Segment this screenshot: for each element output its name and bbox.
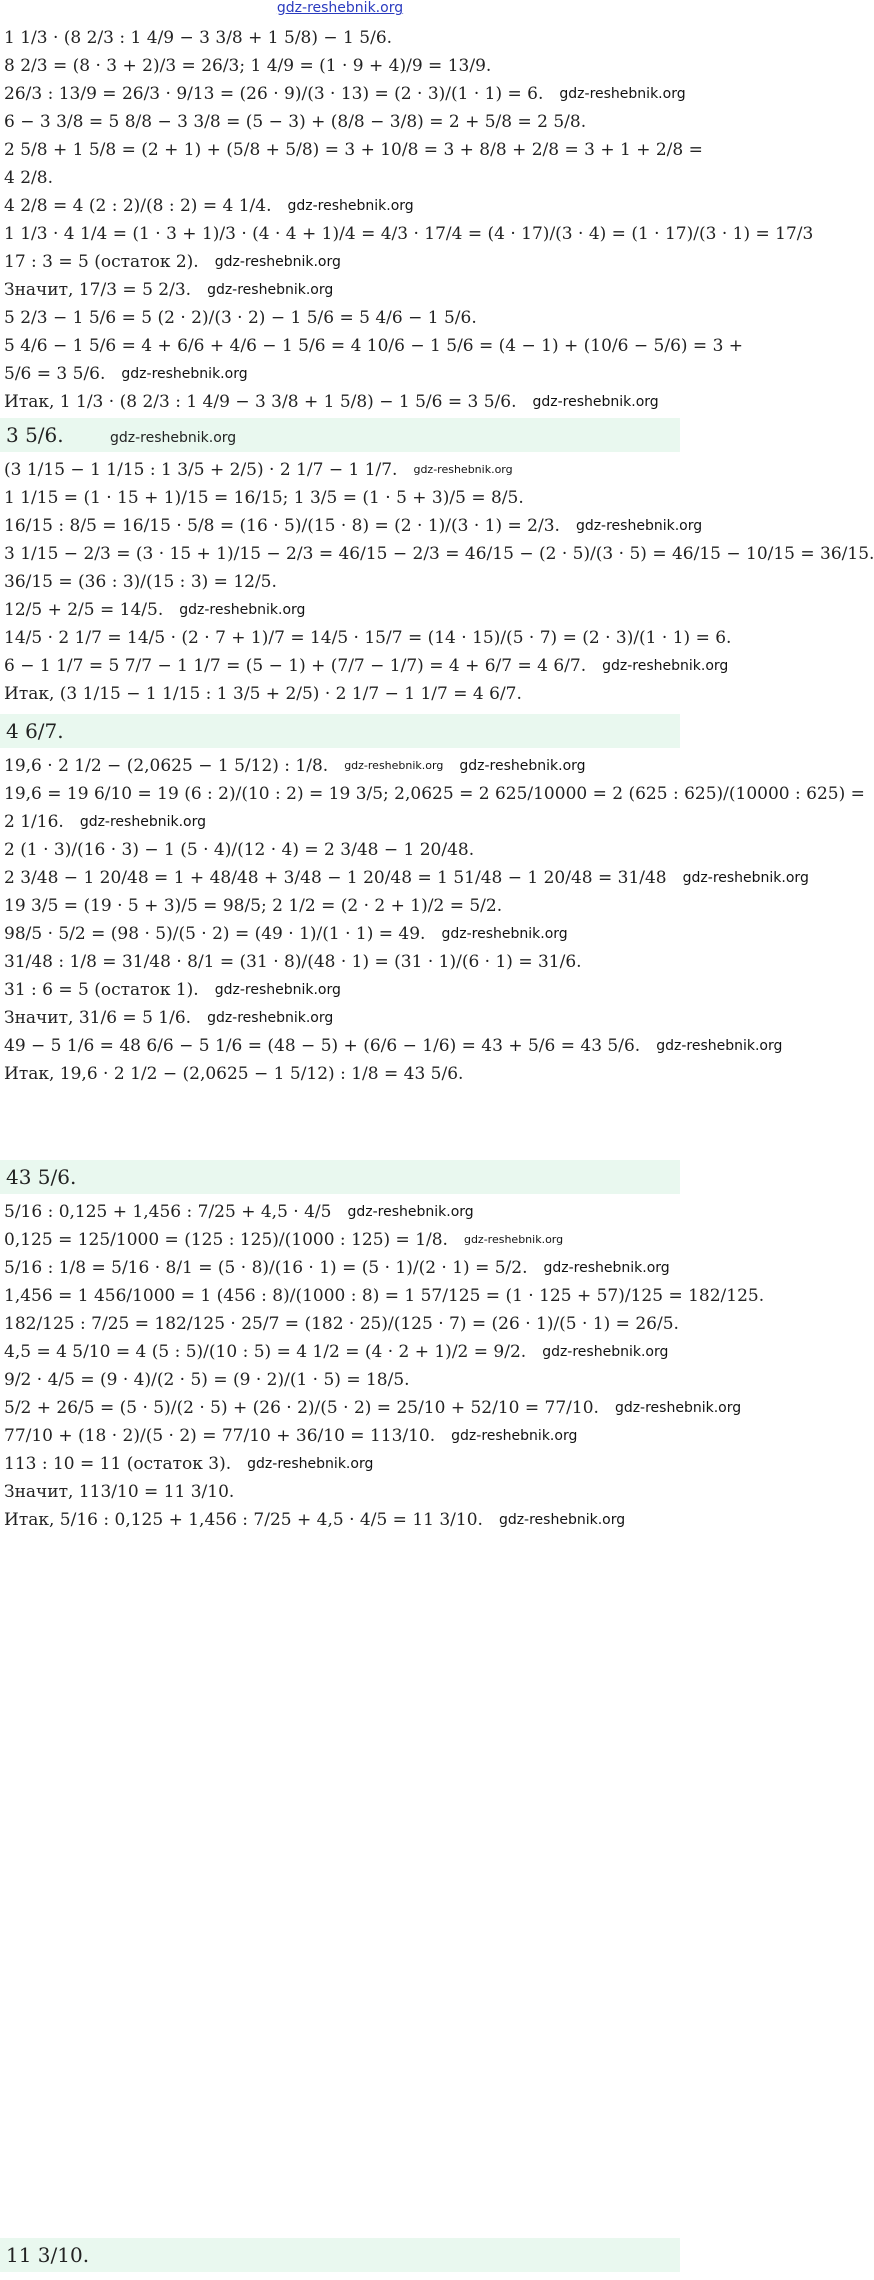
watermark: gdz-reshebnik.org: [413, 463, 513, 476]
watermark: gdz-reshebnik.org: [543, 1260, 670, 1276]
watermark: gdz-reshebnik.org: [214, 254, 341, 270]
solution-line: 77/10 + (18 · 2)/(5 · 2) = 77/10 + 36/10 = 113/10. gdz-reshebnik.org: [4, 1426, 578, 1446]
solution-line: 19 3/5 = (19 · 5 + 3)/5 = 98/5; 2 1/2 = (2 · 2 + 1)/2 = 5/2.: [4, 896, 503, 916]
solution-line: Итак, (3 1/15 − 1 1/15 : 1 3/5 + 2/5) · 2 1/7 − 1 1/7 = 4 6/7.: [4, 684, 522, 704]
solution-line: 2 1/16. gdz-reshebnik.org: [4, 812, 206, 832]
solution-line: 1 1/3 · (8 2/3 : 1 4/9 − 3 3/8 + 1 5/8) − 1 5/6.: [4, 28, 393, 48]
solution-block-1: [4, 24, 814, 416]
solution-line: 1,456 = 1 456/1000 = 1 (456 : 8)/(1000 : 8) = 1 57/125 = (1 · 125 + 57)/125 = 182/125.: [4, 1286, 765, 1306]
solution-line: 5 2/3 − 1 5/6 = 5 (2 · 2)/(3 · 2) − 1 5/6 = 5 4/6 − 1 5/6.: [4, 308, 477, 328]
watermark: gdz-reshebnik.org: [682, 870, 809, 886]
solution-line: 14/5 · 2 1/7 = 14/5 · (2 · 7 + 1)/7 = 14/5 · 15/7 = (14 · 15)/(5 · 7) = (2 · 3)/(1 · 1) = 6.: [4, 628, 732, 648]
solution-block-4: [4, 1198, 765, 1534]
solution-line: Значит, 17/3 = 5 2/3. gdz-reshebnik.org: [4, 280, 334, 300]
watermark: gdz-reshebnik.org: [463, 1233, 564, 1246]
solution-line: 98/5 · 5/2 = (98 · 5)/(5 · 2) = (49 · 1)/(1 · 1) = 49. gdz-reshebnik.org: [4, 924, 568, 944]
solution-line: 113 : 10 = 11 (остаток 3). gdz-reshebnik.org: [4, 1454, 374, 1474]
watermark: gdz-reshebnik.org: [602, 658, 729, 674]
answer-value: 3 5/6.: [6, 423, 64, 447]
solution-line: 4 2/8 = 4 (2 : 2)/(8 : 2) = 4 1/4. gdz-reshebnik.org: [4, 196, 414, 216]
solution-line: 31 : 6 = 5 (остаток 1). gdz-reshebnik.org: [4, 980, 341, 1000]
solution-line: 6 − 1 1/7 = 5 7/7 − 1 1/7 = (5 − 1) + (7/7 − 1/7) = 4 + 6/7 = 4 6/7. gdz-reshebnik.org: [4, 656, 729, 676]
watermark: gdz-reshebnik.org: [247, 1456, 374, 1472]
solution-line: Итак, 5/16 : 0,125 + 1,456 : 7/25 + 4,5 · 4/5 = 11 3/10. gdz-reshebnik.org: [4, 1510, 626, 1530]
solution-line: 5/16 : 0,125 + 1,456 : 7/25 + 4,5 · 4/5 gdz-reshebnik.org: [4, 1202, 474, 1222]
solution-line: 182/125 : 7/25 = 182/125 · 25/7 = (182 · 25)/(125 · 7) = (26 · 1)/(5 · 1) = 26/5.: [4, 1314, 679, 1334]
solution-line: 5/2 + 26/5 = (5 · 5)/(2 · 5) + (26 · 2)/(5 · 2) = 25/10 + 52/10 = 77/10. gdz-reshebnik.org: [4, 1398, 742, 1418]
answer-box-2: [0, 714, 680, 748]
solution-line: 2 5/8 + 1 5/8 = (2 + 1) + (5/8 + 5/8) = 3 + 10/8 = 3 + 8/8 + 2/8 = 3 + 1 + 2/8 =: [4, 140, 703, 160]
solution-line: 9/2 · 4/5 = (9 · 4)/(2 · 5) = (9 · 2)/(1 · 5) = 18/5.: [4, 1370, 410, 1390]
solution-line: 1 1/15 = (1 · 15 + 1)/15 = 16/15; 1 3/5 = (1 · 5 + 3)/5 = 8/5.: [4, 488, 524, 508]
watermark: gdz-reshebnik.org: [614, 1400, 742, 1416]
solution-line: 4,5 = 4 5/10 = 4 (5 : 5)/(10 : 5) = 4 1/2 = (4 · 2 + 1)/2 = 9/2. gdz-reshebnik.org: [4, 1342, 669, 1362]
solution-line: 31/48 : 1/8 = 31/48 · 8/1 = (31 · 8)/(48 · 1) = (31 · 1)/(6 · 1) = 31/6.: [4, 952, 582, 972]
watermark: gdz-reshebnik.org: [347, 1204, 474, 1220]
solution-line: 2 3/48 − 1 20/48 = 1 + 48/48 + 3/48 − 1 20/48 = 1 51/48 − 1 20/48 = 31/48 gdz-reshebnik.org: [4, 868, 809, 888]
answer-value: 43 5/6.: [6, 1165, 77, 1189]
solution-line: 17 : 3 = 5 (остаток 2). gdz-reshebnik.org: [4, 252, 341, 272]
answer-box-1: [0, 418, 680, 452]
watermark: gdz-reshebnik.org: [451, 1428, 578, 1444]
solution-line: 5/6 = 3 5/6. gdz-reshebnik.org: [4, 364, 248, 384]
solution-line: 8 2/3 = (8 · 3 + 2)/3 = 26/3; 1 4/9 = (1 · 9 + 4)/9 = 13/9.: [4, 56, 492, 76]
answer-value: 4 6/7.: [6, 719, 64, 743]
solution-block-2: [4, 456, 874, 708]
answer-value: 11 3/10.: [6, 2243, 90, 2267]
watermark: gdz-reshebnik.org: [542, 1344, 669, 1360]
watermark: gdz-reshebnik.org: [441, 926, 568, 942]
watermark: gdz-reshebnik.org: [287, 198, 414, 214]
watermark: gdz-reshebnik.org: [121, 366, 248, 382]
solution-line: Значит, 31/6 = 5 1/6. gdz-reshebnik.org: [4, 1008, 334, 1028]
watermark: gdz-reshebnik.org: [559, 86, 686, 102]
solution-line: 26/3 : 13/9 = 26/3 · 9/13 = (26 · 9)/(3 · 13) = (2 · 3)/(1 · 1) = 6. gdz-reshebnik.org: [4, 84, 686, 104]
solution-line: Итак, 1 1/3 · (8 2/3 : 1 4/9 − 3 3/8 + 1 5/8) − 1 5/6 = 3 5/6. gdz-reshebnik.org: [4, 392, 659, 412]
solution-line: Итак, 19,6 · 2 1/2 − (2,0625 − 1 5/12) : 1/8 = 43 5/6.: [4, 1064, 464, 1084]
solution-line: 0,125 = 125/1000 = (125 : 125)/(1000 : 125) = 1/8. gdz-reshebnik.org: [4, 1230, 564, 1250]
solution-line: (3 1/15 − 1 1/15 : 1 3/5 + 2/5) · 2 1/7 − 1 1/7. gdz-reshebnik.org: [4, 460, 513, 480]
watermark: gdz-reshebnik.org: [207, 282, 334, 298]
solution-line: 16/15 : 8/5 = 16/15 · 5/8 = (16 · 5)/(15 · 8) = (2 · 1)/(3 · 1) = 2/3. gdz-reshebnik.org: [4, 516, 703, 536]
watermark: gdz-reshebnik.org: [110, 430, 237, 446]
answer-box-4: [0, 2238, 680, 2272]
solution-line: 1 1/3 · 4 1/4 = (1 · 3 + 1)/3 · (4 · 4 + 1)/4 = 4/3 · 17/4 = (4 · 17)/(3 · 4) = (1 · 17)/(3 · 1) = 17/3: [4, 224, 814, 244]
watermark: gdz-reshebnik.org: [656, 1038, 783, 1054]
solution-line: Значит, 113/10 = 11 3/10.: [4, 1482, 235, 1502]
solution-line: 5/16 : 1/8 = 5/16 · 8/1 = (5 · 8)/(16 · 1) = (5 · 1)/(2 · 1) = 5/2. gdz-reshebnik.org: [4, 1258, 670, 1278]
solution-line: 12/5 + 2/5 = 14/5. gdz-reshebnik.org: [4, 600, 306, 620]
watermark: gdz-reshebnik.org: [179, 602, 306, 618]
solution-line: 49 − 5 1/6 = 48 6/6 − 5 1/6 = (48 − 5) + (6/6 − 1/6) = 43 + 5/6 = 43 5/6. gdz-reshebnik.org: [4, 1036, 783, 1056]
watermark: gdz-reshebnik.org: [575, 518, 703, 534]
watermark: gdz-reshebnik.org: [79, 814, 206, 830]
solution-line: 4 2/8.: [4, 168, 53, 188]
answer-box-3: [0, 1160, 680, 1194]
solution-block-3: [4, 752, 865, 1088]
watermark: gdz-reshebnik.org: [459, 758, 586, 774]
watermark: gdz-reshebnik.org: [532, 394, 659, 410]
solution-line: 2 (1 · 3)/(16 · 3) − 1 (5 · 4)/(12 · 4) = 2 3/48 − 1 20/48.: [4, 840, 475, 860]
solution-line: 3 1/15 − 2/3 = (3 · 15 + 1)/15 − 2/3 = 46/15 − 2/3 = 46/15 − (2 · 5)/(3 · 5) = 46/15 − 10/15 = 36/15.: [4, 544, 874, 564]
watermark: gdz-reshebnik.org: [207, 1010, 334, 1026]
watermark: gdz-reshebnik.org: [498, 1512, 626, 1528]
watermark: gdz-reshebnik.org: [344, 759, 444, 772]
watermark: gdz-reshebnik.org: [214, 982, 341, 998]
solution-line: 19,6 · 2 1/2 − (2,0625 − 1 5/12) : 1/8. gdz-reshebnik.org gdz-reshebnik.org: [4, 756, 586, 776]
site-link[interactable]: gdz-reshebnik.org: [276, 0, 404, 16]
solution-line: 36/15 = (36 : 3)/(15 : 3) = 12/5.: [4, 572, 277, 592]
solution-line: 19,6 = 19 6/10 = 19 (6 : 2)/(10 : 2) = 19 3/5; 2,0625 = 2 625/10000 = 2 (625 : 625)/(10000 : 625) =: [4, 784, 865, 804]
solution-line: 5 4/6 − 1 5/6 = 4 + 6/6 + 4/6 − 1 5/6 = 4 10/6 − 1 5/6 = (4 − 1) + (10/6 − 5/6) = 3 +: [4, 336, 744, 356]
solution-line: 6 − 3 3/8 = 5 8/8 − 3 3/8 = (5 − 3) + (8/8 − 3/8) = 2 + 5/8 = 2 5/8.: [4, 112, 587, 132]
